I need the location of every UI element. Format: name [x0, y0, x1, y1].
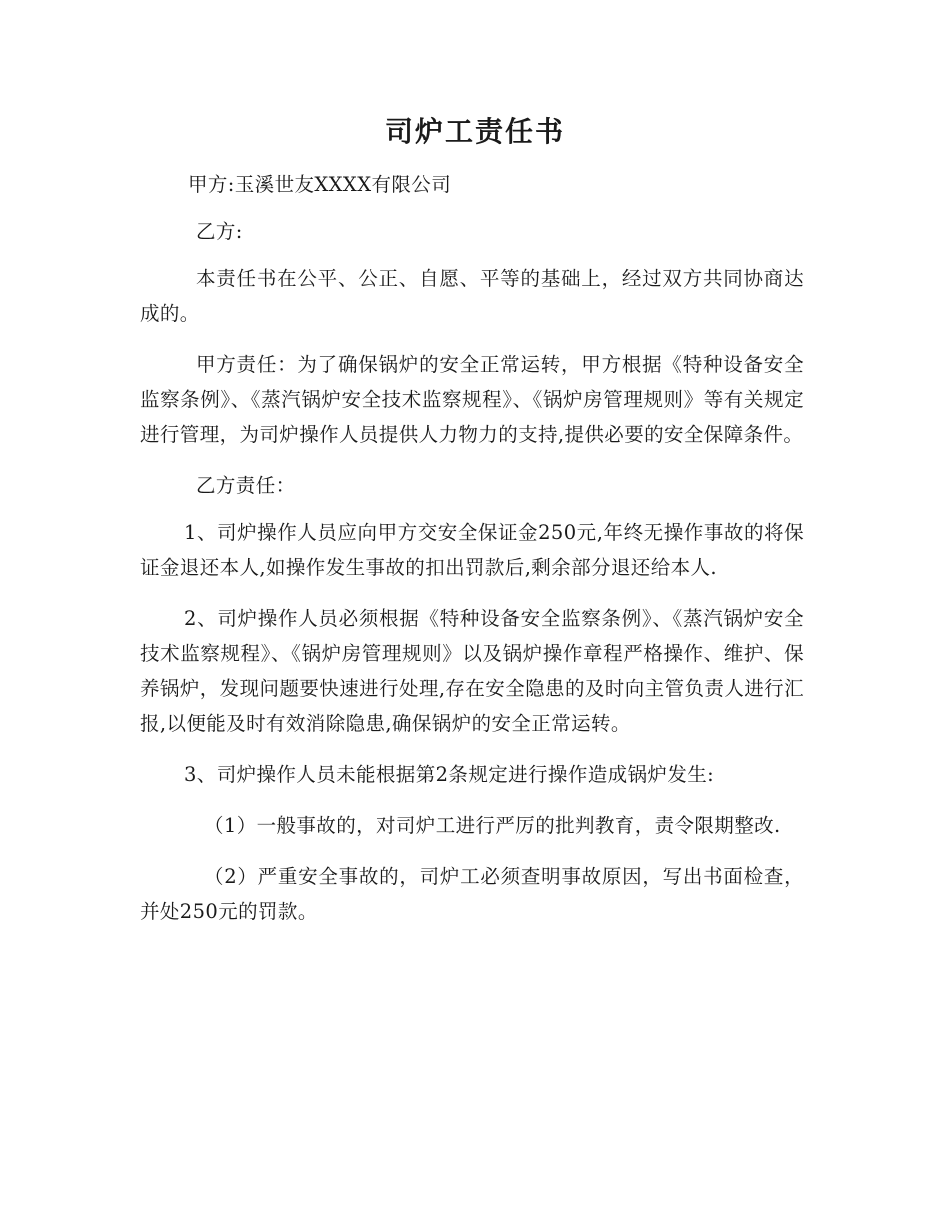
intro-paragraph: 本责任书在公平、公正、自愿、平等的基础上，经过双方共同协商达成的。 [140, 267, 804, 325]
party-a-line: 甲方:玉溪世友XXXX有限公司 [188, 173, 452, 196]
clause-1: 1、司炉操作人员应向甲方交安全保证金250元,年终无操作事故的将保证金退还本人,如操作发生事故的扣出罚款后,剩余部分退还给本人. [140, 521, 804, 579]
party-a-duty-paragraph: 甲方责任：为了确保锅炉的安全正常运转，甲方根据《特种设备安全监察条例》、《蒸汽锅炉安全技术监察规程》、《锅炉房管理规则》等有关规定进行管理，为司炉操作人员提供人力物力的支持,提供必要的安全保障条件。 [140, 353, 804, 446]
clause-3: 3、司炉操作人员未能根据第2条规定进行操作造成锅炉发生: [184, 763, 715, 786]
party-b-duty-heading: 乙方责任： [196, 474, 296, 497]
clause-2: 2、司炉操作人员必须根据《特种设备安全监察条例》、《蒸汽锅炉安全技术监察规程》、《锅炉房管理规则》以及锅炉操作章程严格操作、维护、保养锅炉，发现问题要快速进行处理,存在安全隐患的及时向主管负责人进行汇报,以便能及时有效消除隐患,确保锅炉的安全正常运转。 [140, 607, 804, 735]
party-b-line: 乙方: [196, 220, 243, 243]
sub-clause-2: （2）严重安全事故的，司炉工必须查明事故原因，写出书面检查，并处250元的罚款。 [140, 865, 804, 923]
document-body [140, 167, 804, 945]
sub-clause-1: （1）一般事故的，对司炉工进行严厉的批判教育，责令限期整改. [204, 814, 781, 837]
document-title: 司炉工责任书 [384, 115, 565, 148]
